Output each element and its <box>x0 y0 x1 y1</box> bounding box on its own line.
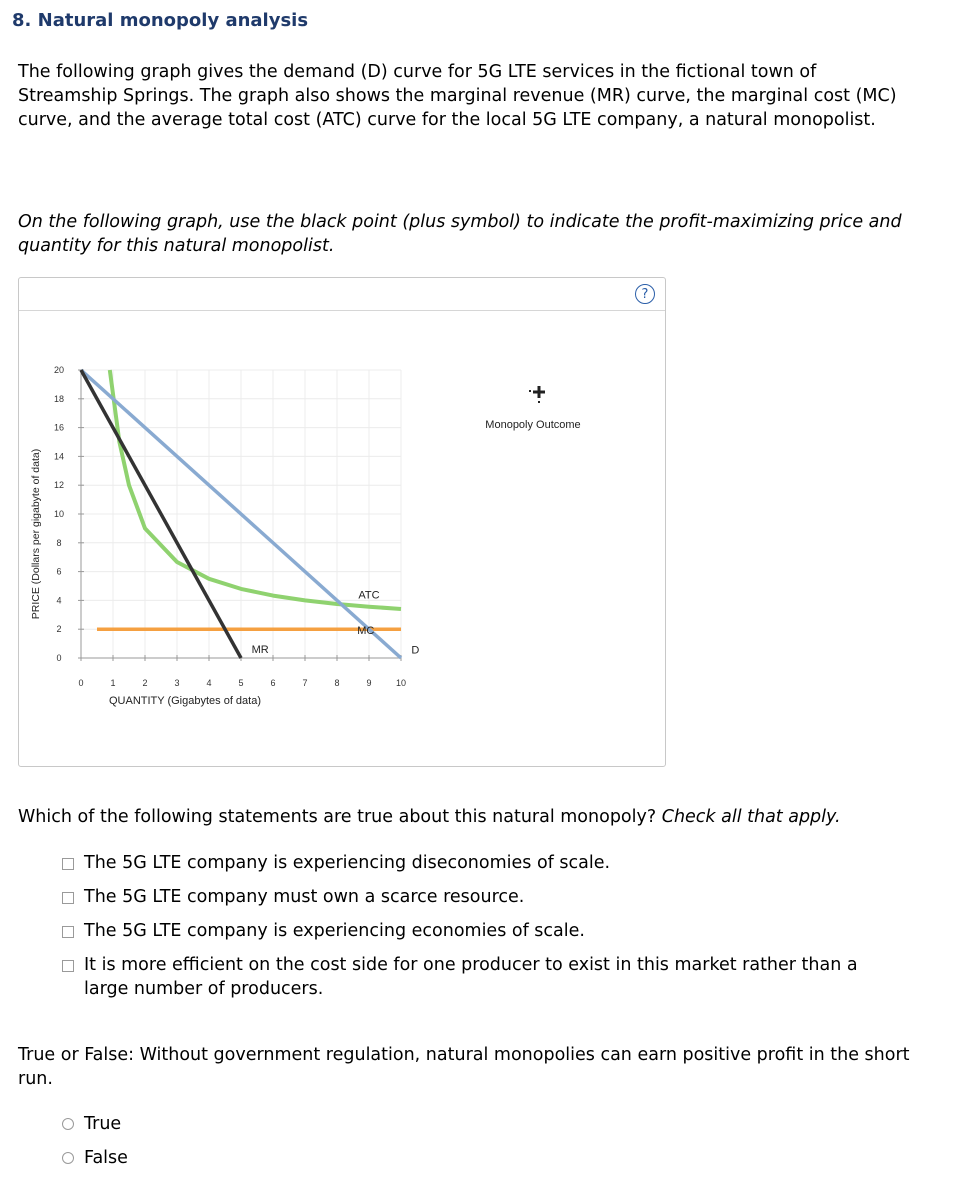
atc-curve[interactable] <box>110 370 401 609</box>
x-tick-label: 8 <box>334 678 340 688</box>
x-tick-label: 1 <box>110 678 116 688</box>
help-icon[interactable]: ? <box>635 284 655 304</box>
legend-dot <box>529 390 531 392</box>
radio-button[interactable] <box>62 1152 74 1164</box>
y-tick-label: 16 <box>53 422 65 433</box>
intro-paragraph: The following graph gives the demand (D) curve for 5G LTE services in the fictional town of Streamship Springs. The graph also shows the marginal revenue (MR) curve, the marginal cost (MC) curve, and the average total cost (ATC) curve for the local 5G LTE company, a natural monopolist. <box>18 62 897 130</box>
x-axis-title: QUANTITY (Gigabytes of data) <box>108 695 262 707</box>
checkbox-label: It is more efficient on the cost side for one producer to exist in this market rather than a large number of producers. <box>84 955 858 999</box>
x-tick-label: 9 <box>366 678 372 688</box>
radio-label: True <box>84 1114 122 1134</box>
checkbox-option-2[interactable] <box>62 885 894 909</box>
y-axis-title: PRICE (Dollars per gigabyte of data) <box>30 448 42 620</box>
y-tick-label: 4 <box>56 595 62 606</box>
y-tick-label: 12 <box>53 480 65 491</box>
y-tick-label: 18 <box>53 393 65 404</box>
checkbox-option-3[interactable] <box>62 919 894 943</box>
question1-emphasis: Check all that apply. <box>661 807 841 827</box>
atc-label: ATC <box>358 589 380 602</box>
x-tick-label: 10 <box>395 678 407 688</box>
monopoly-chart[interactable] <box>19 310 665 766</box>
x-tick-label: 2 <box>142 678 148 688</box>
y-tick-label: 10 <box>53 509 65 519</box>
question-title: 8. Natural monopoly analysis <box>12 10 309 31</box>
y-tick-label: 0 <box>56 653 62 663</box>
y-tick-label: 6 <box>56 566 62 577</box>
radio-label: False <box>84 1148 128 1168</box>
mr-label: MR <box>251 643 269 656</box>
question1-text: Which of the following statements are true about this natural monopoly? <box>18 807 657 827</box>
y-tick-label: 20 <box>53 365 65 375</box>
demand-label: D <box>411 644 420 657</box>
checkbox[interactable] <box>62 892 74 904</box>
x-tick-label: 6 <box>270 678 276 688</box>
checkbox[interactable] <box>62 926 74 938</box>
x-tick-label: 0 <box>78 678 84 688</box>
checkbox-label: The 5G LTE company is experiencing diseconomies of scale. <box>84 853 611 873</box>
checkbox-option-1[interactable] <box>62 851 894 875</box>
checkbox-label: The 5G LTE company is experiencing economies of scale. <box>84 921 585 941</box>
radio-option-true[interactable] <box>62 1114 121 1134</box>
x-tick-label: 3 <box>174 678 180 688</box>
radio-button[interactable] <box>62 1118 74 1130</box>
monopoly-outcome-label: Monopoly Outcome <box>485 419 581 431</box>
y-tick-label: 14 <box>53 451 65 462</box>
checkbox-option-4[interactable] <box>62 953 894 1001</box>
mc-label: MC <box>357 625 375 638</box>
question1-prompt <box>18 805 841 829</box>
x-tick-label: 5 <box>238 678 244 688</box>
checkbox[interactable] <box>62 960 74 972</box>
y-tick-label: 8 <box>56 537 62 548</box>
checkbox-label: The 5G LTE company must own a scarce resource. <box>84 887 525 907</box>
graph-panel <box>18 277 666 767</box>
question2-prompt: True or False: Without government regulation, natural monopolies can earn positive profit in the short run. <box>18 1045 910 1089</box>
checkbox[interactable] <box>62 858 74 870</box>
y-tick-label: 2 <box>56 624 62 635</box>
radio-option-false[interactable] <box>62 1148 128 1168</box>
legend-dot <box>538 401 540 403</box>
x-tick-label: 4 <box>206 678 212 688</box>
graph-toolbar <box>19 278 665 311</box>
graph-instruction: On the following graph, use the black point (plus symbol) to indicate the profit-maximizing price and quantity for this natural monopolist. <box>18 212 902 256</box>
x-tick-label: 7 <box>302 678 308 688</box>
